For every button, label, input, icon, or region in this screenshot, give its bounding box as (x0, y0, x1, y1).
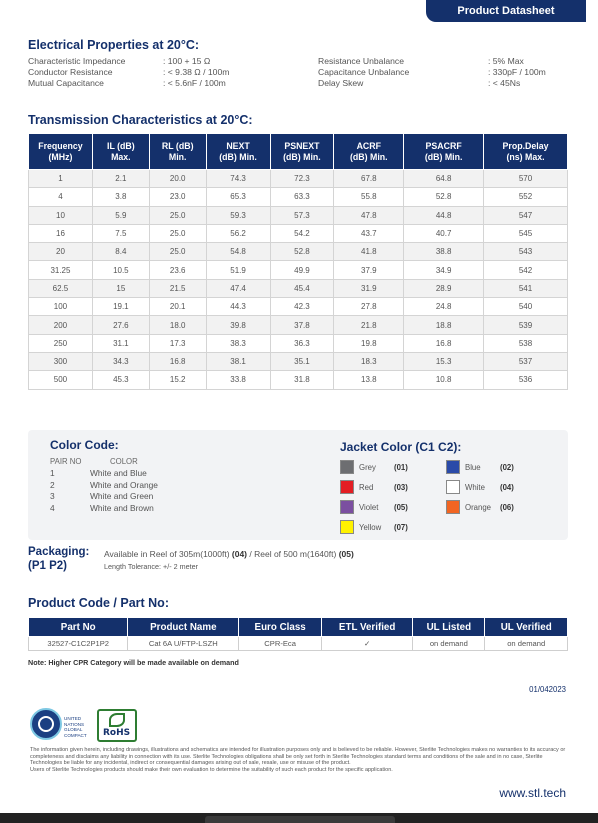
color-code-panel (28, 430, 568, 540)
rohs-logo-icon: RoHS (97, 709, 137, 742)
table-cell: 57.3 (270, 206, 334, 224)
length-tolerance: Length Tolerance: +/- 2 meter (104, 562, 198, 571)
property-value: : < 45Ns (488, 78, 521, 88)
table-cell: 31.25 (29, 261, 93, 279)
pair-number: 1 (50, 468, 55, 478)
transmission-title: Transmission Characteristics at 20°C: (28, 113, 253, 127)
jacket-color-code: (02) (500, 462, 514, 472)
electrical-properties (28, 56, 568, 89)
product-code-header: Euro Class (239, 618, 322, 637)
table-cell: 59.3 (206, 206, 270, 224)
column-header: NEXT (dB) Min. (206, 134, 270, 170)
table-cell: 18.0 (149, 316, 206, 334)
column-header: ACRF (dB) Min. (334, 134, 404, 170)
table-cell: 45.3 (92, 371, 149, 389)
table-cell: 10.8 (404, 371, 484, 389)
column-header: PSACRF (dB) Min. (404, 134, 484, 170)
packaging-subtitle: (P1 P2) (28, 560, 67, 572)
pair-no-header: PAIR NO (50, 457, 82, 466)
jacket-color-item (446, 480, 514, 494)
table-cell: 7.5 (92, 224, 149, 242)
pair-row (50, 503, 158, 515)
product-code-header: Part No (29, 618, 128, 637)
table-cell: 20.0 (149, 170, 206, 188)
column-header: PSNEXT (dB) Min. (270, 134, 334, 170)
table-cell: 21.8 (334, 316, 404, 334)
property-value: : 100 + 15 Ω (163, 56, 211, 66)
table-cell: 63.3 (270, 188, 334, 206)
jacket-color-item (340, 520, 408, 534)
table-cell: 1 (29, 170, 93, 188)
table-row (29, 188, 568, 206)
table-row (29, 243, 568, 261)
jacket-color-label: Yellow (359, 522, 382, 532)
property-name: Capacitance Unbalance (318, 67, 410, 77)
table-cell: 47.8 (334, 206, 404, 224)
column-header: Prop.Delay (ns) Max. (484, 134, 568, 170)
table-cell: 5.9 (92, 206, 149, 224)
packaging-text: Available in Reel of 305m(1000ft) (04) / Reel of 500 m(1640ft) (05) (104, 549, 354, 559)
table-cell: 65.3 (206, 188, 270, 206)
table-cell: 24.8 (404, 298, 484, 316)
table-row (29, 224, 568, 242)
table-cell: 35.1 (270, 352, 334, 370)
table-cell: 536 (484, 371, 568, 389)
table-row (29, 316, 568, 334)
jacket-color-code: (07) (394, 522, 408, 532)
product-code-header: Product Name (128, 618, 239, 637)
jacket-color-item (340, 500, 408, 514)
jacket-color-item (340, 480, 408, 494)
color-swatch (446, 480, 460, 494)
table-cell: 20 (29, 243, 93, 261)
product-code-cell: on demand (485, 637, 568, 651)
jacket-color-code: (06) (500, 502, 514, 512)
packaging-title: Packaging: (28, 546, 90, 558)
table-cell: 541 (484, 279, 568, 297)
global-compact-text: UNITED NATIONS GLOBAL COMPACT (64, 716, 87, 738)
table-cell: 33.8 (206, 371, 270, 389)
column-header: Frequency (MHz) (29, 134, 93, 170)
table-row (29, 371, 568, 389)
table-cell: 20.1 (149, 298, 206, 316)
table-cell: 300 (29, 352, 93, 370)
table-cell: 54.2 (270, 224, 334, 242)
table-cell: 16.8 (149, 352, 206, 370)
table-cell: 540 (484, 298, 568, 316)
product-code-title: Product Code / Part No: (28, 596, 169, 610)
pair-number: 3 (50, 491, 55, 501)
table-cell: 56.2 (206, 224, 270, 242)
product-code-cell: 32527-C1C2P1P2 (29, 637, 128, 651)
property-name: Resistance Unbalance (318, 56, 404, 66)
jacket-color-label: Grey (359, 462, 376, 472)
table-cell: 47.4 (206, 279, 270, 297)
table-cell: 40.7 (404, 224, 484, 242)
table-cell: 44.8 (404, 206, 484, 224)
table-cell: 44.3 (206, 298, 270, 316)
disclaimer: The information given herein, including drawings, illustrations and schematics are intended for illustration purposes only and is believed to be reliable. However, Sterlite Technologies makes no warranties to its accuracy or completeness and disclaims any liability in connection with its use. Sterlite Technologies obligations shall be only set forth in Sterlite Technologies standard terms and conditions of the sale and in no case, Sterlite Technologies be liable for any incidental, indirect or consequential damages arising out of sale, resale, use or misuse of the product. Users of Sterlite Technologies products should make their own evaluation to determine the suitability of such each product for the specific application. (30, 747, 566, 773)
table-cell: 42.3 (270, 298, 334, 316)
table-row (29, 206, 568, 224)
table-cell: 34.9 (404, 261, 484, 279)
transmission-table (28, 133, 568, 390)
color-code-header (50, 457, 138, 466)
cpr-note: Note: Higher CPR Category will be made available on demand (28, 658, 239, 667)
product-code-header: ETL Verified (322, 618, 413, 637)
jacket-color-code: (01) (394, 462, 408, 472)
pair-color: White and Green (90, 491, 154, 501)
color-swatch (340, 500, 354, 514)
table-row (29, 170, 568, 188)
table-cell: 538 (484, 334, 568, 352)
electrical-row (28, 56, 568, 67)
jacket-color-code: (03) (394, 482, 408, 492)
pair-row (50, 491, 158, 503)
table-cell: 552 (484, 188, 568, 206)
jacket-color-item (340, 460, 408, 474)
pair-number: 2 (50, 479, 55, 490)
color-swatch (340, 520, 354, 534)
table-cell: 28.9 (404, 279, 484, 297)
table-row (29, 298, 568, 316)
table-cell: 52.8 (270, 243, 334, 261)
table-cell: 41.8 (334, 243, 404, 261)
table-cell: 13.8 (334, 371, 404, 389)
pair-number: 4 (50, 502, 55, 513)
color-swatch (446, 500, 460, 514)
jacket-color-label: Blue (465, 462, 481, 472)
table-cell: 38.1 (206, 352, 270, 370)
product-code-table (28, 617, 568, 651)
table-row (29, 334, 568, 352)
jacket-color-code: (04) (500, 482, 514, 492)
table-cell: 21.5 (149, 279, 206, 297)
table-cell: 52.8 (404, 188, 484, 206)
table-cell: 16.8 (404, 334, 484, 352)
property-value: : 330pF / 100m (488, 67, 546, 77)
table-cell: 25.0 (149, 243, 206, 261)
table-cell: 36.3 (270, 334, 334, 352)
table-cell: 250 (29, 334, 93, 352)
jacket-color-label: Orange (465, 502, 492, 512)
table-cell: 537 (484, 352, 568, 370)
table-cell: 64.8 (404, 170, 484, 188)
table-cell: 51.9 (206, 261, 270, 279)
pair-color: White and Blue (90, 468, 147, 478)
table-cell: 547 (484, 206, 568, 224)
table-row (29, 352, 568, 370)
table-cell: 38.3 (206, 334, 270, 352)
color-code-title: Color Code: (50, 438, 119, 452)
table-cell: 49.9 (270, 261, 334, 279)
jacket-color-label: Violet (359, 502, 379, 512)
property-name: Characteristic Impedance (28, 56, 126, 66)
table-cell: 18.8 (404, 316, 484, 334)
table-cell: 4 (29, 188, 93, 206)
table-cell: 17.3 (149, 334, 206, 352)
global-compact-logo-icon (30, 708, 62, 740)
table-cell: 37.9 (334, 261, 404, 279)
table-cell: 16 (29, 224, 93, 242)
table-cell: 10.5 (92, 261, 149, 279)
product-code-header: UL Listed (413, 618, 485, 637)
table-cell: 3.8 (92, 188, 149, 206)
table-cell: 15.3 (404, 352, 484, 370)
table-cell: 25.0 (149, 224, 206, 242)
table-cell: 500 (29, 371, 93, 389)
bottom-bar (0, 813, 598, 823)
table-cell: 543 (484, 243, 568, 261)
color-swatch (446, 460, 460, 474)
table-cell: 72.3 (270, 170, 334, 188)
property-value: : < 9.38 Ω / 100m (163, 67, 230, 77)
jacket-color-label: White (465, 482, 485, 492)
product-code-cell: ✓ (322, 637, 413, 651)
jacket-color-item (446, 500, 514, 514)
jacket-color-title: Jacket Color (C1 C2): (340, 440, 462, 454)
table-cell: 37.8 (270, 316, 334, 334)
color-code-list (50, 468, 158, 514)
table-cell: 539 (484, 316, 568, 334)
table-cell: 31.1 (92, 334, 149, 352)
color-header: COLOR (110, 457, 138, 466)
document-number: 01/042023 (529, 685, 566, 694)
pair-color: White and Brown (90, 502, 154, 513)
table-cell: 27.8 (334, 298, 404, 316)
table-row (29, 279, 568, 297)
table-cell: 55.8 (334, 188, 404, 206)
jacket-color-label: Red (359, 482, 374, 492)
table-cell: 2.1 (92, 170, 149, 188)
jacket-color-item (446, 460, 514, 474)
table-cell: 31.9 (334, 279, 404, 297)
product-code-header: UL Verified (485, 618, 568, 637)
table-cell: 15.2 (149, 371, 206, 389)
table-cell: 45.4 (270, 279, 334, 297)
table-cell: 38.8 (404, 243, 484, 261)
color-swatch (340, 460, 354, 474)
column-header: RL (dB) Min. (149, 134, 206, 170)
table-cell: 15 (92, 279, 149, 297)
table-cell: 67.8 (334, 170, 404, 188)
table-cell: 62.5 (29, 279, 93, 297)
property-name: Conductor Resistance (28, 67, 113, 77)
table-cell: 27.6 (92, 316, 149, 334)
table-cell: 8.4 (92, 243, 149, 261)
website-link[interactable]: www.stl.tech (499, 786, 566, 800)
table-cell: 25.0 (149, 206, 206, 224)
electrical-title: Electrical Properties at 20°C: (28, 38, 200, 52)
table-cell: 31.8 (270, 371, 334, 389)
table-cell: 542 (484, 261, 568, 279)
jacket-color-code: (05) (394, 502, 408, 512)
table-cell: 39.8 (206, 316, 270, 334)
property-value: : 5% Max (488, 56, 524, 66)
electrical-row (28, 67, 568, 78)
property-value: : < 5.6nF / 100m (163, 78, 226, 88)
table-cell: 10 (29, 206, 93, 224)
table-cell: 200 (29, 316, 93, 334)
table-cell: 570 (484, 170, 568, 188)
table-cell: 19.1 (92, 298, 149, 316)
color-swatch (340, 480, 354, 494)
table-cell: 23.0 (149, 188, 206, 206)
table-cell: 100 (29, 298, 93, 316)
product-datasheet-tab: Product Datasheet (426, 0, 586, 22)
product-code-cell: Cat 6A U/FTP-LSZH (128, 637, 239, 651)
table-cell: 74.3 (206, 170, 270, 188)
table-cell: 545 (484, 224, 568, 242)
table-row (29, 261, 568, 279)
product-code-cell: on demand (413, 637, 485, 651)
pair-color: White and Orange (90, 479, 158, 490)
property-name: Mutual Capacitance (28, 78, 104, 88)
table-cell: 19.8 (334, 334, 404, 352)
pair-row (50, 468, 158, 480)
table-cell: 34.3 (92, 352, 149, 370)
table-cell: 54.8 (206, 243, 270, 261)
electrical-row (28, 78, 568, 89)
column-header: IL (dB) Max. (92, 134, 149, 170)
table-cell: 23.6 (149, 261, 206, 279)
table-cell: 43.7 (334, 224, 404, 242)
property-name: Delay Skew (318, 78, 364, 88)
product-code-cell: CPR-Eca (239, 637, 322, 651)
pair-row (50, 480, 158, 492)
table-cell: 18.3 (334, 352, 404, 370)
